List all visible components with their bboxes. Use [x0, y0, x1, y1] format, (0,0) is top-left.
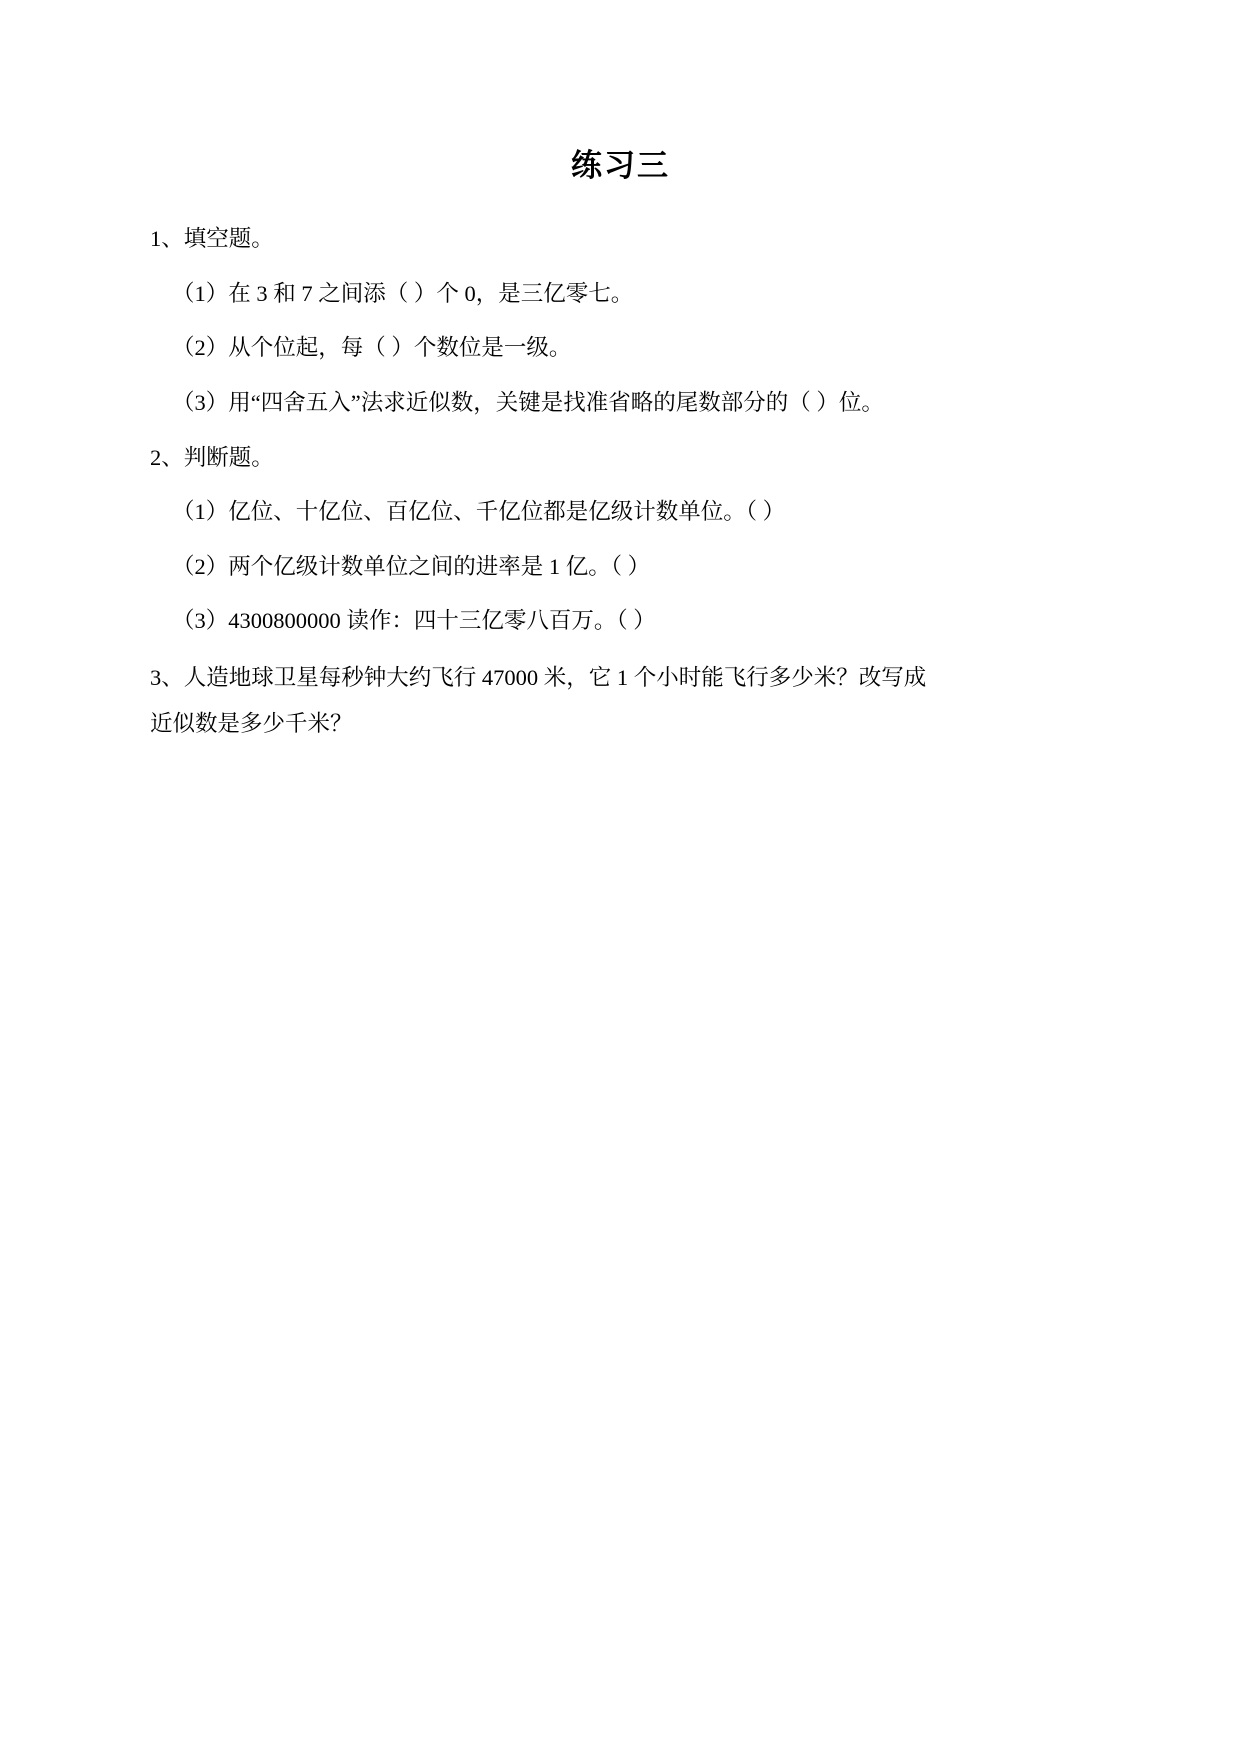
question-continuation: 近似数是多少千米？ — [150, 711, 353, 737]
section-fill-in-the-blank — [150, 223, 1091, 420]
question-item: （1）在 3 和 7 之间添（ ）个 0，是三亿零七。 — [172, 280, 634, 306]
page-title: 练习三 — [571, 148, 670, 183]
section-heading: 2、判断题。 — [150, 444, 274, 470]
question-item: （1）亿位、十亿位、百亿位、千亿位都是亿级计数单位。（ ） — [172, 499, 786, 525]
question-item: （3）用“四舍五入”法求近似数，关键是找准省略的尾数部分的（ ）位。 — [172, 389, 884, 415]
question-item: （2）从个位起，每（ ）个数位是一级。 — [172, 335, 572, 361]
section-heading: 3、人造地球卫星每秒钟大约飞行 47000 米，它 1 个小时能飞行多少米？改写成 — [150, 665, 927, 690]
section-heading: 1、填空题。 — [150, 226, 274, 251]
question-item: （3）4300800000 读作：四十三亿零八百万。（ ） — [172, 608, 656, 634]
section-true-false — [150, 442, 1091, 639]
section-word-problem — [150, 660, 1091, 743]
question-item: （2）两个亿级计数单位之间的进率是 1 亿。（ ） — [172, 553, 651, 579]
